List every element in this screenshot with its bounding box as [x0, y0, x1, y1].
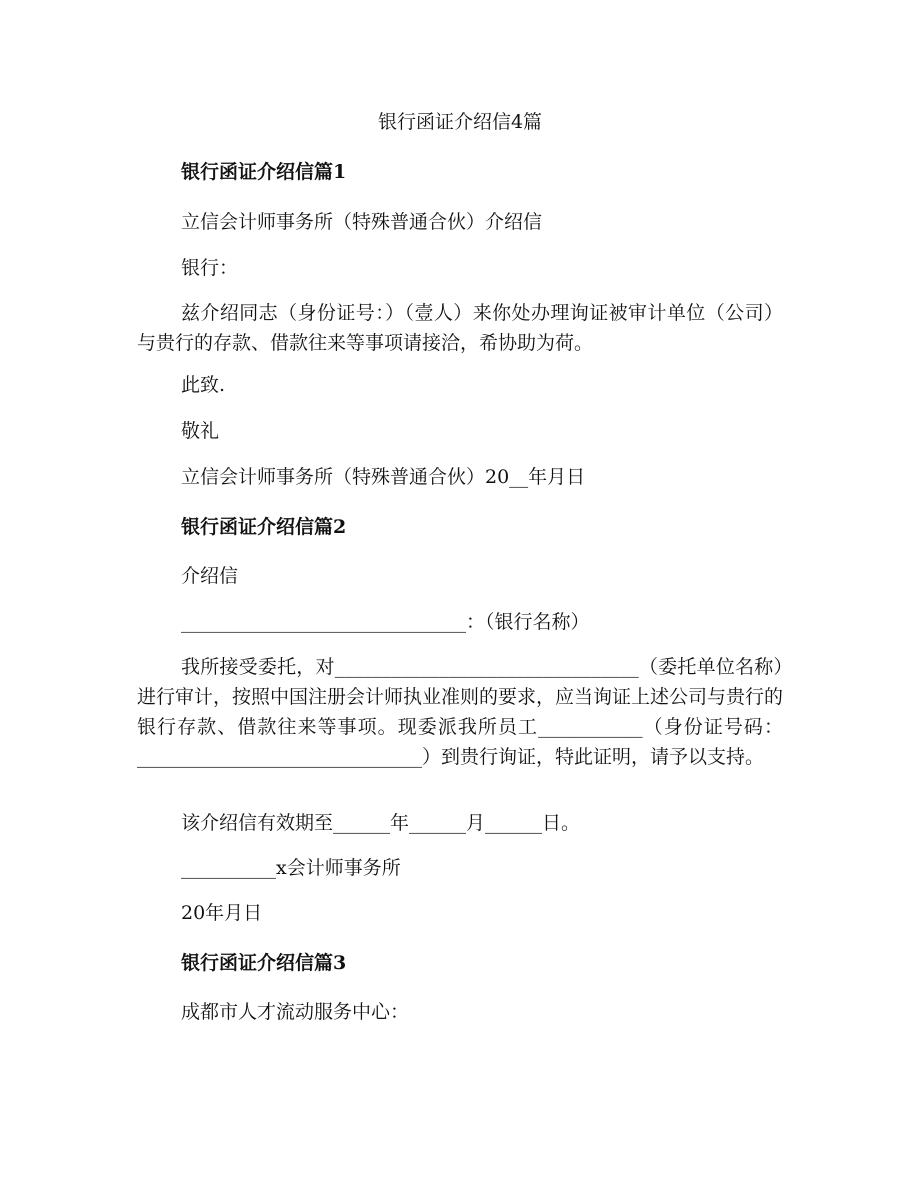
- salutation-line: 敬礼: [181, 420, 220, 442]
- date-line: 20年月日: [181, 902, 263, 924]
- firm-signature-line: __________x会计师事务所: [181, 857, 401, 879]
- recipient-line-3: 成都市人才流动服务中心：: [181, 1001, 410, 1023]
- section-heading-1: 银行函证介绍信篇1: [181, 161, 347, 183]
- letter-subtitle: 介绍信: [181, 565, 239, 587]
- validity-line: 该介绍信有效期至______年______月______日。: [181, 812, 581, 834]
- section-heading-3: 银行函证介绍信篇3: [181, 952, 347, 974]
- section-heading-2: 银行函证介绍信篇2: [181, 516, 347, 538]
- body-paragraph-2: 我所接受委托，对________________________________（委托单位名称）进行审计，按照中国注册会计师执业准则的要求，应当询证上述公司与贵行的银行存款、借款往来等事项。现委派我所员工___________（身份证号码：______________________________）到贵行询证，特此证明，请予以支持。: [137, 656, 784, 768]
- signature-line: 立信会计师事务所（特殊普通合伙）20__年月日: [181, 466, 586, 488]
- firm-introduction-line: 立信会计师事务所（特殊普通合伙）介绍信: [181, 211, 543, 233]
- bank-recipient-line: ______________________________：（银行名称）: [181, 611, 590, 633]
- body-paragraph: 兹介绍同志（身份证号：）（壹人）来你处办理询证被审计单位（公司）与贵行的存款、借款往来等事项请接洽，希协助为荷。: [137, 302, 783, 354]
- closing-line: 此致.: [181, 374, 226, 396]
- recipient-line: 银行：: [181, 257, 239, 279]
- document-title: 银行函证介绍信4篇: [377, 111, 543, 133]
